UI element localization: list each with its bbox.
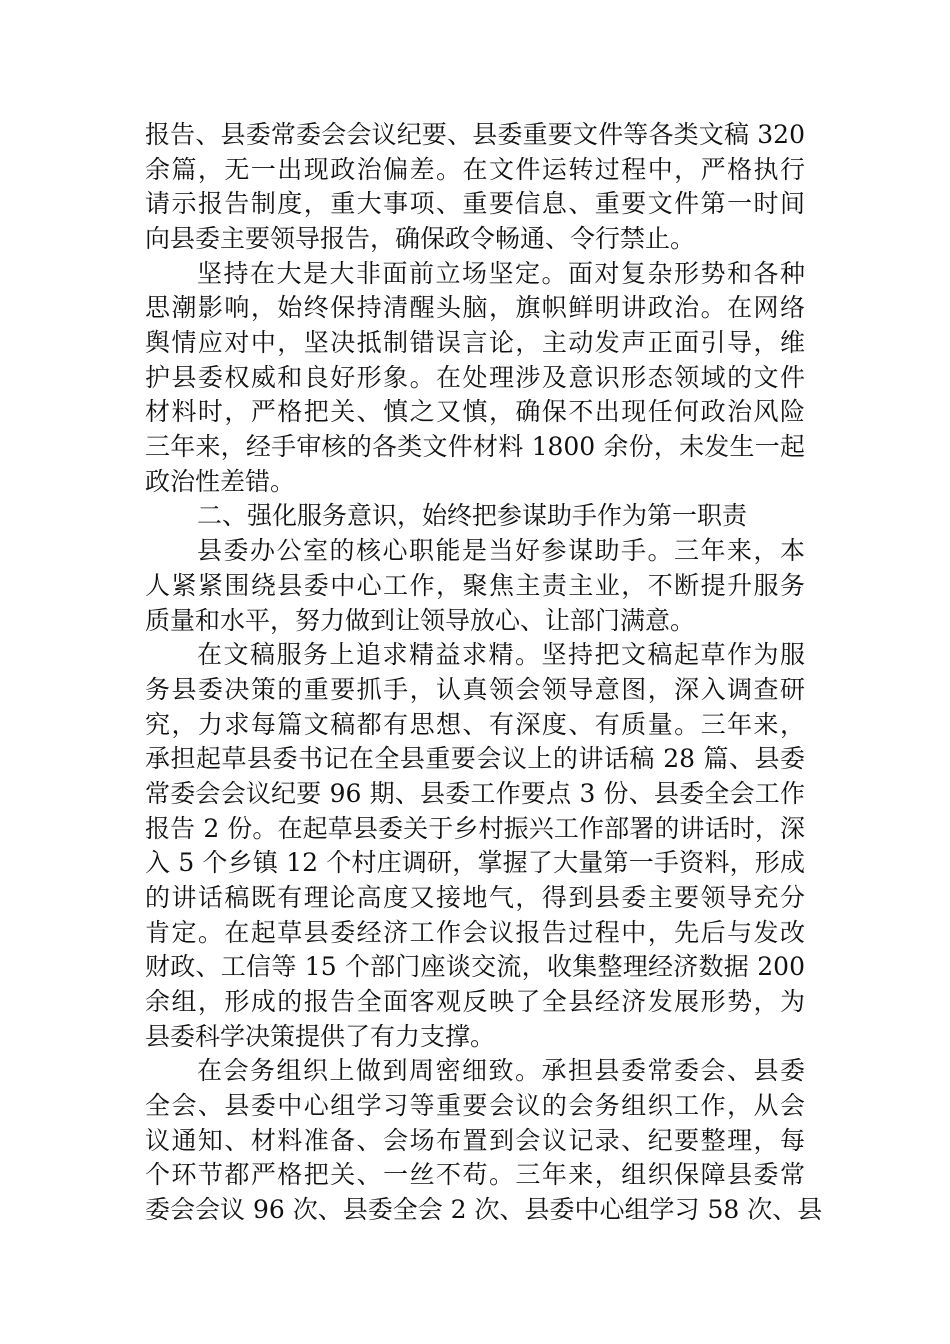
text-line: 务县委决策的重要抓手，认真领会领导意图，深入调查研 (145, 674, 805, 704)
text-line: 的讲话稿既有理论高度又接地气，得到县委主要领导充分 (145, 882, 805, 912)
text-line: 在文稿服务上追求精益求精。坚持把文稿起草作为服 (197, 640, 805, 670)
text-line: 议通知、材料准备、会场布置到会议记录、纪要整理，每 (145, 1125, 805, 1155)
text-line: 余篇，无一出现政治偏差。在文件运转过程中，严格执行 (145, 154, 805, 184)
text-line: 财政、工信等 15 个部门座谈交流，收集整理经济数据 200 (145, 952, 805, 982)
text-line: 县委科学决策提供了有力支撑。 (145, 1021, 496, 1051)
text-line: 人紧紧围绕县委中心工作，聚焦主责主业，不断提升服务 (145, 570, 805, 600)
text-line: 坚持在大是大非面前立场坚定。面对复杂形势和各种 (197, 258, 805, 288)
text-line: 余组，形成的报告全面客观反映了全县经济发展形势，为 (145, 987, 805, 1016)
text-line: 常委会会议纪要 96 期、县委工作要点 3 份、县委全会工作 (145, 778, 805, 808)
section-heading: 二、强化服务意识，始终把参谋助手作为第一职责 (197, 501, 748, 531)
text-line: 材料时，严格把关、慎之又慎，确保不出现任何政治风险 (145, 397, 805, 427)
text-line: 护县委权威和良好形象。在处理涉及意识形态领域的文件 (145, 362, 805, 392)
text-line: 在会务组织上做到周密细致。承担县委常委会、县委 (197, 1056, 805, 1086)
text-line: 个环节都严格把关、一丝不苟。三年来，组织保障县委常 (145, 1160, 805, 1190)
text-line: 委会会议 96 次、县委全会 2 次、县委中心组学习 58 次、县 (145, 1195, 823, 1225)
text-line: 全会、县委中心组学习等重要会议的会务组织工作，从会 (145, 1091, 805, 1121)
text-line: 政治性差错。 (145, 466, 296, 496)
text-line: 质量和水平，努力做到让领导放心、让部门满意。 (145, 605, 696, 635)
text-line: 请示报告制度，重大事项、重要信息、重要文件第一时间 (145, 189, 805, 219)
text-line: 报告 2 份。在起草县委关于乡村振兴工作部署的讲话时，深 (145, 813, 805, 843)
text-line: 承担起草县委书记在全县重要会议上的讲话稿 28 篇、县委 (145, 744, 805, 774)
text-line: 肯定。在起草县委经济工作会议报告过程中，先后与发改 (145, 917, 805, 947)
text-line: 三年来，经手审核的各类文件材料 1800 余份，未发生一起 (145, 432, 805, 462)
text-line: 向县委主要领导报告，确保政令畅通、令行禁止。 (145, 224, 696, 254)
text-line: 入 5 个乡镇 12 个村庄调研，掌握了大量第一手资料，形成 (145, 848, 805, 878)
text-line: 思潮影响，始终保持清醒头脑，旗帜鲜明讲政治。在网络 (145, 293, 805, 323)
text-line: 究，力求每篇文稿都有思想、有深度、有质量。三年来， (145, 709, 805, 739)
text-line: 县委办公室的核心职能是当好参谋助手。三年来，本 (197, 536, 805, 566)
text-line: 舆情应对中，坚决抵制错误言论，主动发声正面引导，维 (145, 328, 805, 358)
text-line: 报告、县委常委会会议纪要、县委重要文件等各类文稿 320 (145, 120, 805, 149)
